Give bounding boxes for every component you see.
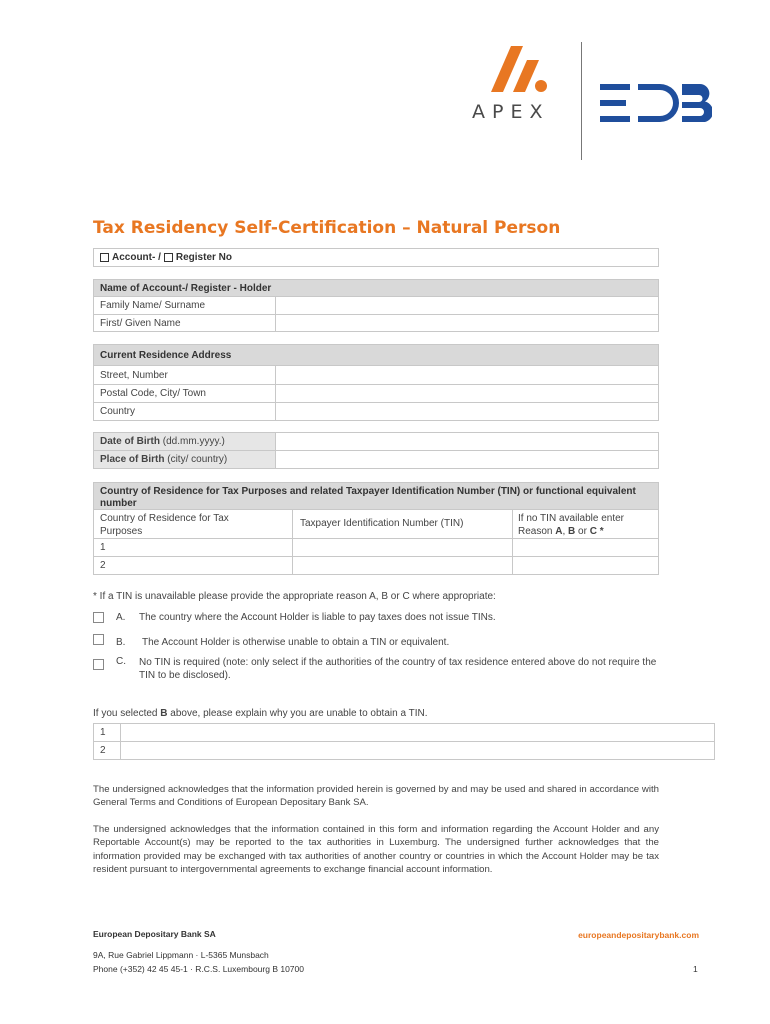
reason-c-text: No TIN is required (note: only select if the authorities of the country of tax residence entered above do not require the TIN to be disclosed).: [139, 657, 657, 681]
reason-b-checkbox[interactable]: [93, 634, 104, 645]
given-name-label: First/ Given Name: [100, 317, 181, 329]
postal-field[interactable]: [275, 385, 658, 402]
pob-field[interactable]: [275, 451, 658, 468]
register-label: Register No: [175, 252, 233, 263]
family-name-row: [93, 297, 659, 315]
reason-c-letter: C.: [116, 656, 126, 667]
tin-heading-text: Country of Residence for Tax Purposes and related Taxpayer Identification Number (TIN) or functional equivalent number: [100, 486, 636, 509]
explain-row-number: 2: [100, 745, 106, 756]
reason-a-letter: A.: [116, 612, 126, 623]
tin-reason-field[interactable]: [513, 557, 658, 574]
reasons-intro: * If a TIN is unavailable please provide the appropriate reason A, B or C where appropriate:: [93, 591, 496, 602]
apex-wordmark: APEX: [472, 101, 550, 123]
tin-row-number: 2: [100, 560, 106, 571]
tin-col3-star: *: [596, 526, 604, 537]
tin-col3-text: If no TIN available enter Reason: [518, 513, 624, 537]
tin-header-row: [93, 510, 659, 539]
given-name-row: [93, 314, 659, 332]
explain-field[interactable]: [120, 742, 714, 759]
tin-reason-field[interactable]: [513, 539, 658, 556]
tin-col3-b: B: [568, 526, 576, 537]
explain-bold: B: [160, 708, 168, 719]
family-name-field[interactable]: [275, 297, 658, 314]
explain-row-2: [93, 741, 715, 760]
footer-address: 9A, Rue Gabriel Lippmann · L-5365 Munsbach: [93, 950, 269, 960]
street-label: Street, Number: [100, 369, 168, 381]
tin-row-1: [93, 538, 659, 557]
tin-col-divider-1: [292, 510, 293, 538]
footer-bank-name: European Depositary Bank SA: [93, 929, 216, 939]
family-name-label: Family Name/ Surname: [100, 300, 206, 311]
country-row: [93, 402, 659, 421]
country-label: Country: [100, 406, 136, 417]
postal-row: [93, 384, 659, 403]
apex-logo-icon: [487, 40, 549, 96]
tin-country-field[interactable]: [108, 557, 292, 574]
explain-prefix: If you selected: [93, 708, 161, 719]
street-field[interactable]: [275, 366, 658, 384]
reason-a-checkbox[interactable]: [93, 612, 104, 623]
explain-row-1: [93, 723, 715, 742]
address-heading-text: Current Residence Address: [100, 349, 232, 361]
reason-b-letter: B.: [116, 637, 126, 648]
address-section-heading: [93, 344, 659, 366]
acknowledgement-paragraph-1: The undersigned acknowledges that the information provided herein is governed by and may be used and shared in accordance with General Terms and Conditions of European Depositary Bank SA.: [93, 784, 659, 809]
edb-logo-icon: [600, 84, 712, 122]
tin-col-divider-2: [512, 510, 513, 538]
reason-b-text: The Account Holder is otherwise unable to obtain a TIN or equivalent.: [142, 637, 450, 648]
explain-field[interactable]: [120, 724, 714, 741]
pob-label-bold: Place of Birth: [100, 454, 165, 465]
pob-hint: (city/ country): [167, 454, 228, 465]
dob-field[interactable]: [275, 433, 658, 450]
given-name-field[interactable]: [275, 315, 658, 331]
tin-row-number: 1: [100, 542, 106, 553]
reason-c-checkbox[interactable]: [93, 659, 104, 670]
register-checkbox[interactable]: [164, 253, 173, 262]
account-checkbox[interactable]: [100, 253, 109, 262]
explain-intro: [93, 708, 428, 719]
postal-label: Postal Code, City/ Town: [100, 388, 206, 399]
dob-hint: (dd.mm.yyyy.): [162, 436, 225, 447]
dob-label: [94, 433, 275, 450]
tin-number-field[interactable]: [293, 557, 512, 574]
holder-section-heading: [93, 279, 659, 297]
tin-col2-header: Taxpayer Identification Number (TIN): [300, 518, 464, 529]
account-label: Account- /: [112, 252, 161, 263]
footer-page-number: 1: [693, 964, 698, 974]
logo-divider: [581, 42, 582, 160]
country-field[interactable]: [275, 403, 658, 420]
account-register-row: [93, 248, 659, 267]
tin-section-heading: [93, 482, 659, 510]
tin-col3-sep2: or: [575, 526, 590, 537]
pob-label: [94, 451, 275, 468]
tin-col3-sep1: ,: [562, 526, 569, 537]
tin-row-2: [93, 556, 659, 575]
footer-phone: Phone (+352) 42 45 45-1 · R.C.S. Luxembourg B 10700: [93, 964, 304, 974]
tin-col3-c: C: [589, 526, 597, 537]
explain-row-number: 1: [100, 727, 106, 738]
dob-row: [93, 432, 659, 451]
holder-heading-text: Name of Account-/ Register - Holder: [100, 282, 272, 294]
dob-label-bold: Date of Birth: [100, 436, 160, 447]
street-row: [93, 366, 659, 385]
explain-suffix: above, please explain why you are unable to obtain a TIN.: [167, 708, 428, 719]
pob-row: [93, 450, 659, 469]
acknowledgement-paragraph-2: The undersigned acknowledges that the information contained in this form and information regarding the Account Holder and any Reportable Account(s) may be reported to the tax authorities in Luxemburg. The undersigned further acknowledges that the information provided may be exchanged with tax authorities of another country or countries in which the Account Holder may be tax resident pursuant to intergovernmental agreements to exchange financial account information.: [93, 824, 659, 875]
reason-a-text: The country where the Account Holder is liable to pay taxes does not issue TINs.: [139, 612, 496, 623]
tin-country-field[interactable]: [108, 539, 292, 556]
tin-col3-header: [518, 512, 650, 538]
page-title: Tax Residency Self-Certification – Natural Person: [93, 218, 561, 238]
footer-website-link[interactable]: europeandepositarybank.com: [578, 930, 699, 940]
tin-col3-a: A: [555, 526, 563, 537]
tin-number-field[interactable]: [293, 539, 512, 556]
tin-col1-header: Country of Residence for Tax Purposes: [100, 513, 229, 537]
